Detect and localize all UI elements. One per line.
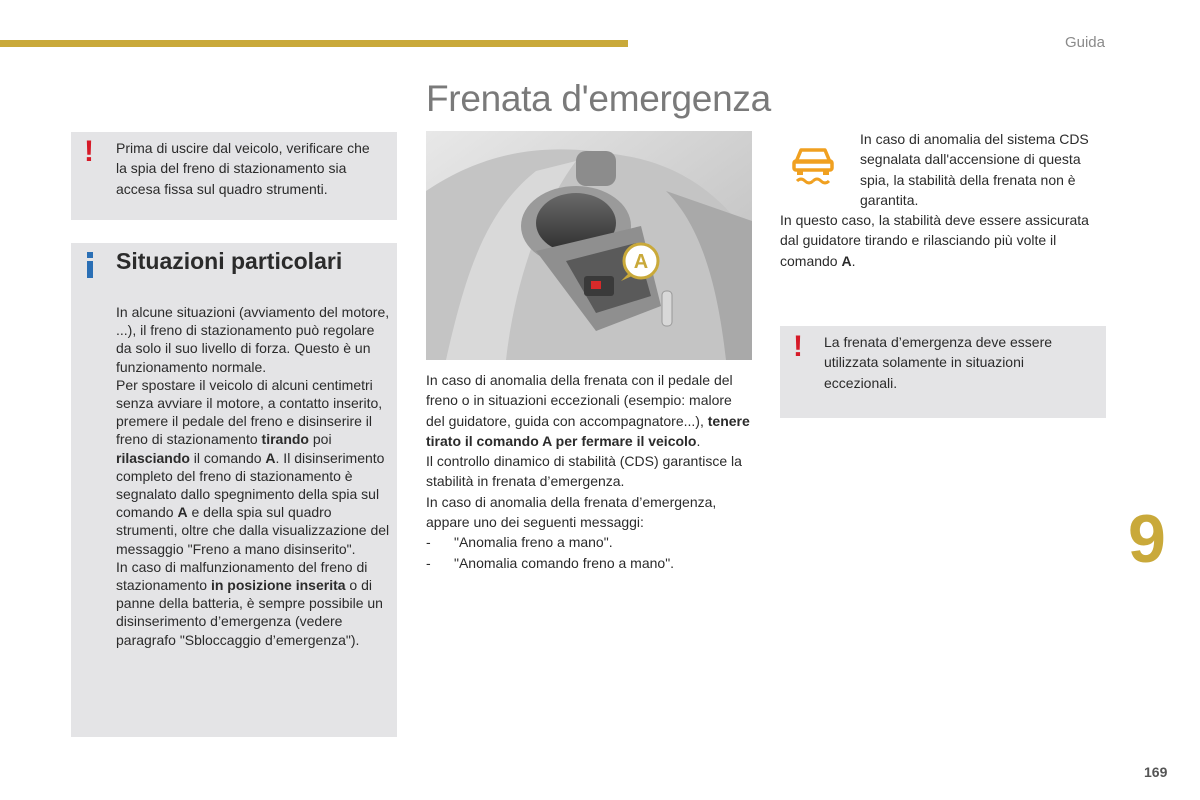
cds-instruction: In questo caso, la stabilità deve essere assicurata dal guidatore tirando e rilasciando più volte il comando A. [780, 212, 1089, 269]
console-illustration [426, 131, 752, 360]
message-list-item: - "Anomalia freno a mano". [426, 534, 613, 551]
middle-paragraph: Il controllo dinamico di stabilità (CDS) garantisce la stabilità in frenata d’emergenza. [426, 453, 742, 490]
info-paragraph: In caso di malfunzionamento del freno di stazionamento in posizione inserita o di panne della batteria, è sempre possibile un disinserimento d’emergenza (vedere paragrafo "Sbloccaggio d’emergenza"). [116, 558, 383, 648]
middle-paragraph: In caso di anomalia della frenata con il pedale del freno o in situazioni eccezionali (esempio: malore del guidatore, guida con accompagnatore...), tenere tirato il comando A per fermare il veicolo. [426, 372, 750, 449]
cds-text: In caso di anomalia del sistema CDS segnalata dall'accensione di questa spia, la stabilità della frenata non è garantita. [860, 131, 1089, 208]
parking-brake-photo [426, 131, 752, 360]
message-list-item: - "Anomalia comando freno a mano". [426, 554, 675, 571]
info-paragraph: Per spostare il veicolo di alcuni centimetri senza avviare il motore, a contatto inserito, premere il pedale del freno e disinserire il freno di stazionamento tirando poi rilasciando il comando A. Il disinserimento completo del freno di stazionamento è segnalato dallo spegnimento della spia sul comando A e della spia sul quadro strumenti, oltre che dalla visualizzazione del messaggio "Freno a mano disinserito". [116, 376, 390, 557]
callout-label-a: A [633, 251, 649, 273]
warning-text: La frenata d’emergenza deve essere utilizzata solamente in situazioni eccezionali. [824, 334, 1053, 391]
page-number: 169 [1144, 764, 1168, 780]
middle-paragraph: In caso di anomalia della frenata d’emergenza, appare uno dei seguenti messaggi: [426, 493, 717, 531]
page-title: Frenata d'emergenza [426, 78, 771, 119]
info-heading: Situazioni particolari [116, 248, 343, 274]
warning-text: Prima di uscire dal veicolo, verificare che la spia del freno di stazionamento sia accesa fissa sul quadro strumenti. [116, 140, 370, 197]
info-icon [86, 252, 94, 278]
info-body [116, 303, 390, 649]
exclamation-icon: ! [793, 330, 803, 363]
info-paragraph: In alcune situazioni (avviamento del motore, ...), il freno di stazionamento può regolare da solo il suo livello di forza. Questo è un funzionamento normale. [116, 304, 390, 375]
exclamation-icon: ! [84, 135, 94, 168]
header-accent-bar [0, 40, 628, 47]
cds-warning-icon [791, 142, 837, 188]
chapter-number: 9 [1128, 501, 1166, 577]
section-label: Guida [1064, 34, 1105, 51]
middle-text [426, 370, 754, 573]
